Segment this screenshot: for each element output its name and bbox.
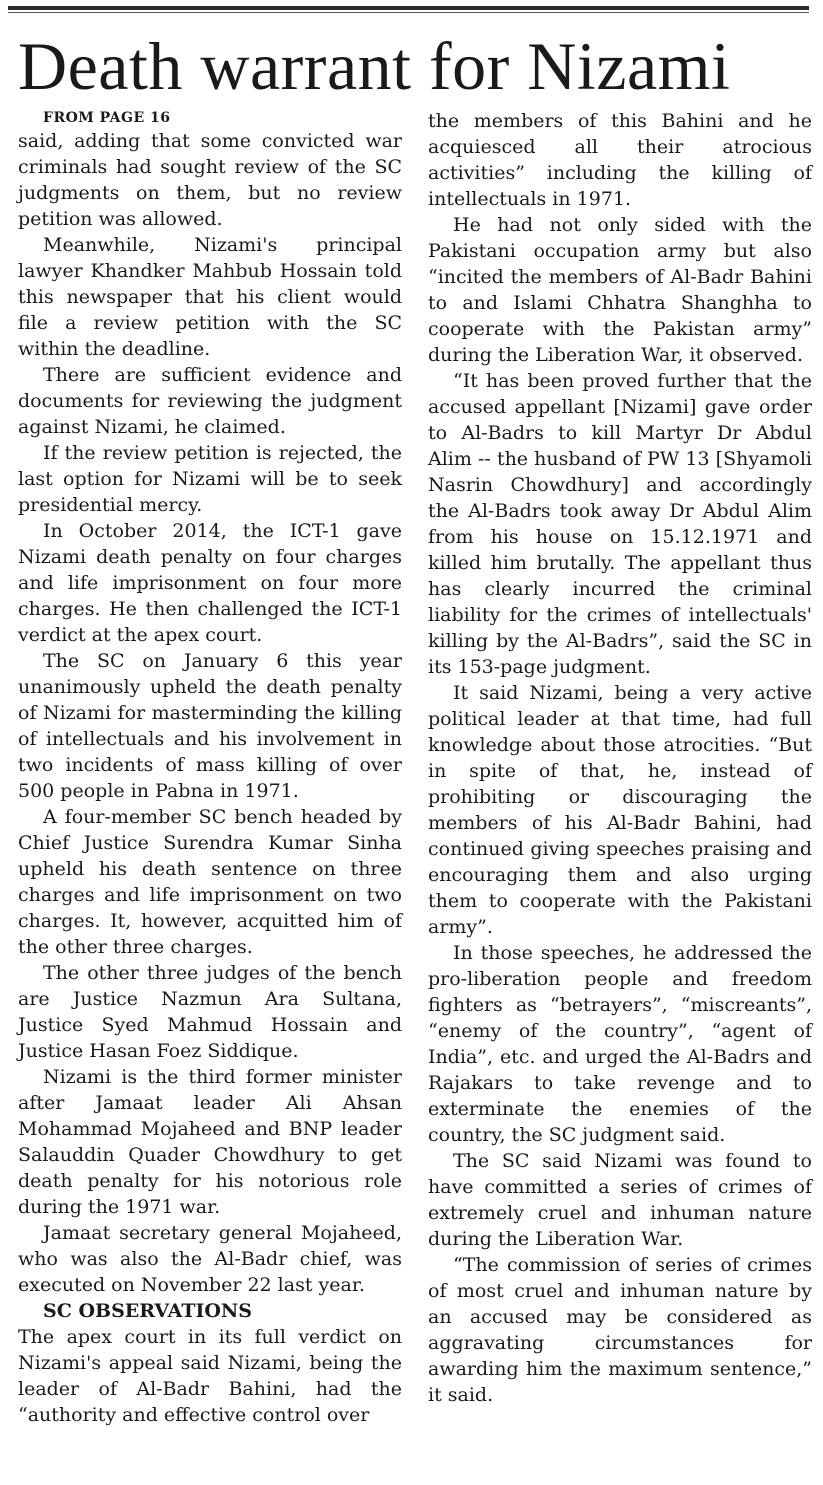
top-rule <box>8 6 809 10</box>
paragraph: He had not only sided with the Pakistani occupation army but also “incited the members of Al-Badr Bahini to and Islami Chhatra Shanghha to cooperate with the Pakistan army” during the Liberation War, it observed. <box>428 214 812 366</box>
paragraph: If the review petition is rejected, the last option for Nizami will be to seek presidential mercy. <box>18 442 402 516</box>
paragraph: The apex court in its full verdict on Nizami's appeal said Nizami, being the leader of Al-Badr Bahini, had the “authority and effective control over <box>18 1326 402 1426</box>
paragraph: The SC said Nizami was found to have committed a series of crimes of extremely cruel and inhuman nature during the Liberation War. <box>428 1150 812 1250</box>
section-subhead: SC OBSERVATIONS <box>43 1300 253 1322</box>
paragraph: “The commission of series of crimes of most cruel and inhuman nature by an accused may be considered as aggravating circumstances for awarding him the maximum sentence,” it said. <box>428 1254 812 1406</box>
headline: Death warrant for Nizami <box>18 28 731 104</box>
paragraph: There are sufficient evidence and documents for reviewing the judgment against Nizami, he claimed. <box>18 364 402 438</box>
left-column <box>18 108 402 1428</box>
paragraph: It said Nizami, being a very active political leader at that time, had full knowledge about those atrocities. “But in spite of that, he, instead of prohibiting or discouraging the members of his Al-Badr Bahini, had continued giving speeches praising and encouraging them and also urging them to cooperate with the Pakistani army”. <box>428 682 812 938</box>
paragraph: said, adding that some convicted war criminals had sought review of the SC judgments on them, but no review petition was allowed. <box>18 130 402 230</box>
paragraph: A four-member SC bench headed by Chief Justice Surendra Kumar Sinha upheld his death sentence on three charges and life imprisonment on two charges. It, however, acquitted him of the other three charges. <box>18 806 402 958</box>
paragraph: “It has been proved further that the accused appellant [Nizami] gave order to Al-Badrs to kill Martyr Dr Abdul Alim -- the husband of PW 13 [Shyamoli Nasrin Chowdhury] and accordingly the Al-Badrs took away Dr Abdul Alim from his house on 15.12.1971 and killed him brutally. The appellant thus has clearly incurred the criminal liability for the crimes of intellectuals' killing by the Al-Badrs”, said the SC in its 153-page judgment. <box>428 370 812 678</box>
right-column <box>428 108 812 1408</box>
paragraph: The other three judges of the bench are Justice Nazmun Ara Sultana, Justice Syed Mahmud Hossain and Justice Hasan Foez Siddique. <box>18 962 402 1062</box>
paragraph: Nizami is the third former minister after Jamaat leader Ali Ahsan Mohammad Mojaheed and BNP leader Salauddin Quader Chowdhury to get death penalty for his notorious role during the 1971 war. <box>18 1066 402 1218</box>
paragraph: the members of this Bahini and he acquiesced all their atrocious activities” including the killing of intellectuals in 1971. <box>428 110 812 210</box>
jump-label: FROM PAGE 16 <box>43 110 171 126</box>
paragraph: The SC on January 6 this year unanimously upheld the death penalty of Nizami for masterminding the killing of intellectuals and his involvement in two incidents of mass killing of over 500 people in Pabna in 1971. <box>18 650 402 802</box>
paragraph: In those speeches, he addressed the pro-liberation people and freedom fighters as “betrayers”, “miscreants”, “enemy of the country”, “agent of India”, etc. and urged the Al-Badrs and Rajakars to take revenge and to exterminate the enemies of the country, the SC judgment said. <box>428 942 812 1146</box>
paragraph: Meanwhile, Nizami's principal lawyer Khandker Mahbub Hossain told this newspaper that his client would file a review petition with the SC within the deadline. <box>18 234 402 360</box>
top-rule-thin <box>8 12 809 13</box>
paragraph: Jamaat secretary general Mojaheed, who was also the Al-Badr chief, was executed on November 22 last year. <box>18 1222 402 1296</box>
paragraph: In October 2014, the ICT-1 gave Nizami death penalty on four charges and life imprisonment on four more charges. He then challenged the ICT-1 verdict at the apex court. <box>18 520 402 646</box>
